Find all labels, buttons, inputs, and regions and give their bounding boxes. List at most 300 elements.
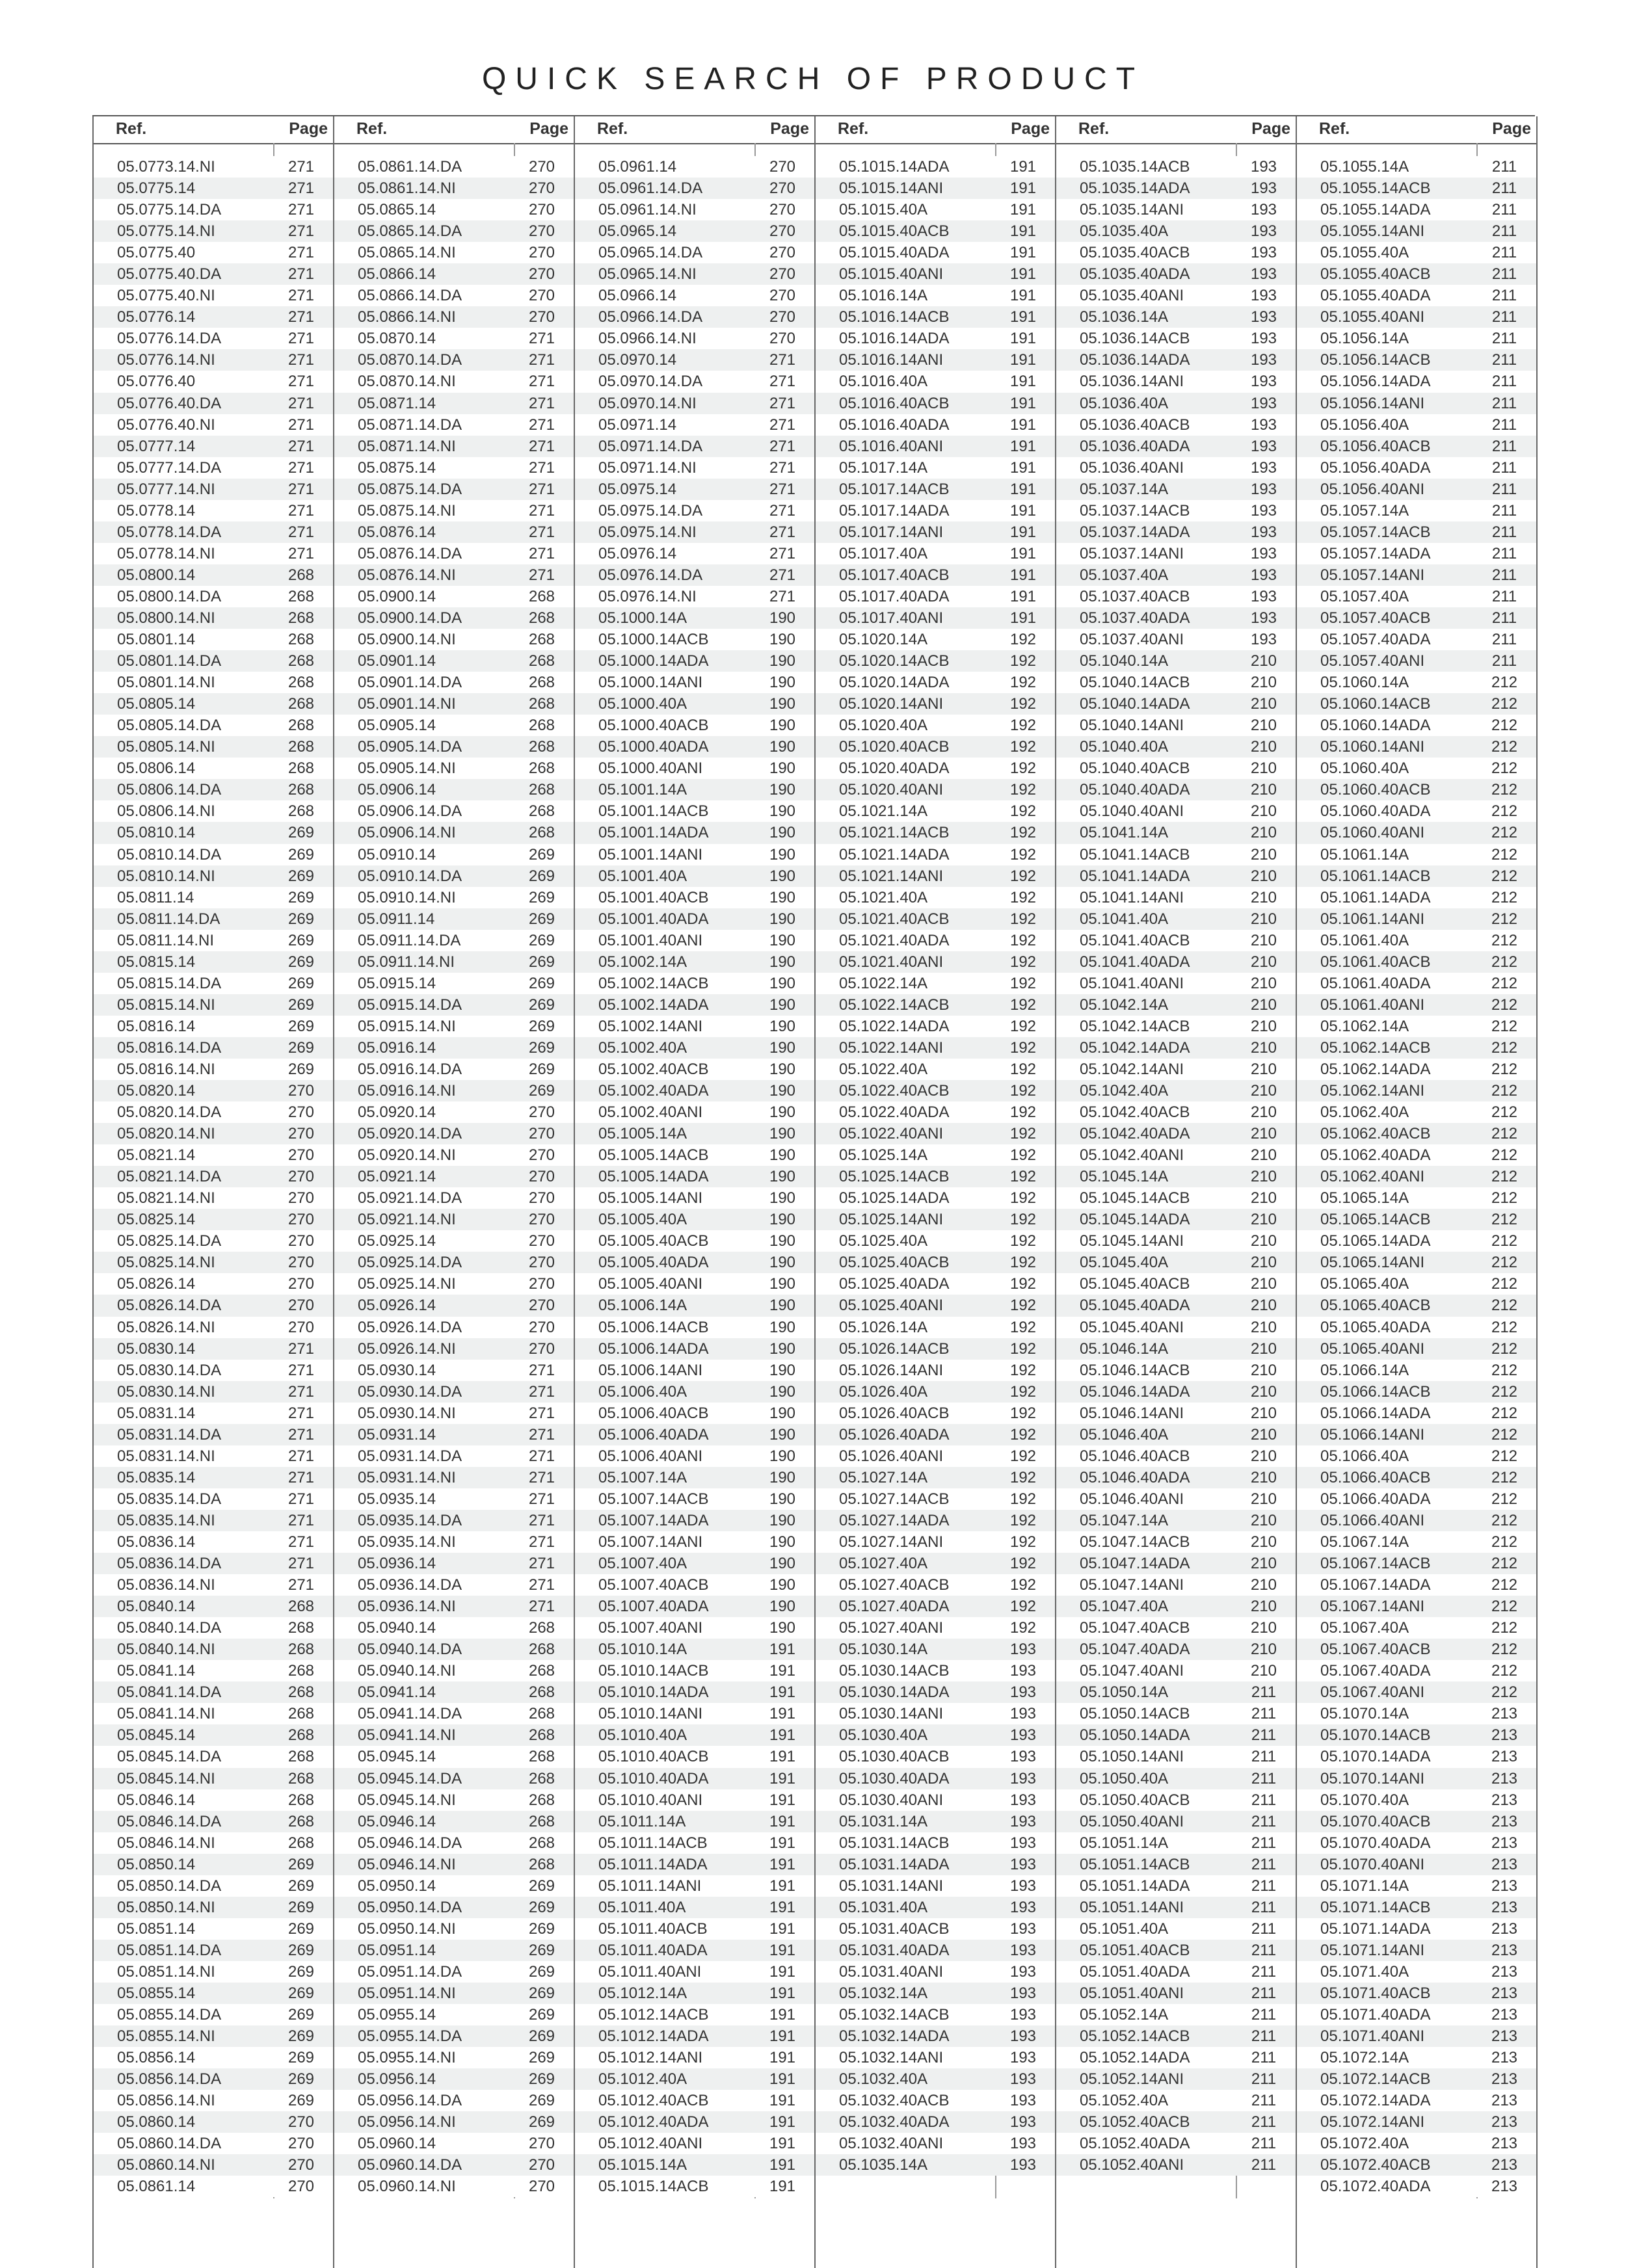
table-row (94, 2004, 333, 2025)
table-row (1297, 1681, 1536, 1703)
table-row (94, 414, 333, 436)
page-number: 192 (1009, 1082, 1037, 1100)
product-ref: 05.1057.40A (1320, 587, 1409, 605)
page-number: 210 (1250, 1425, 1277, 1444)
page-number: 213 (1491, 2156, 1518, 2174)
page-number: 271 (287, 179, 315, 198)
product-ref: 05.0775.40 (117, 244, 196, 262)
table-row (94, 1166, 333, 1187)
table-row (1297, 1897, 1536, 1918)
page-number: 193 (1250, 566, 1277, 584)
page-number: 191 (769, 1962, 796, 1981)
product-ref: 05.0945.14.NI (358, 1791, 456, 1809)
product-ref: 05.0821.14.NI (117, 1189, 215, 1207)
table-row (1297, 779, 1536, 800)
product-ref: 05.0830.14.NI (117, 1382, 215, 1401)
page-number: 190 (769, 1146, 796, 1165)
page-number: 210 (1250, 931, 1277, 949)
page-number: 211 (1251, 1962, 1277, 1981)
page-number: 193 (1009, 1855, 1037, 1873)
table-row (575, 1746, 814, 1767)
product-ref: 05.1021.14A (839, 802, 928, 821)
table-row (334, 328, 574, 349)
table-row (575, 1424, 814, 1445)
product-ref: 05.0846.14.DA (117, 1812, 222, 1830)
page-number: 211 (1491, 544, 1517, 562)
table-row (816, 1639, 1055, 1660)
page-number: 268 (287, 759, 315, 778)
product-ref: 05.1061.40ACB (1320, 953, 1431, 971)
row-list (1056, 156, 1296, 2176)
product-ref: 05.1020.14A (839, 631, 928, 649)
product-ref: 05.0926.14.DA (358, 1318, 462, 1336)
table-row (816, 1983, 1055, 2004)
product-ref: 05.0806.14.NI (117, 802, 215, 821)
page-number: 192 (1009, 1125, 1037, 1143)
page-number: 212 (1491, 974, 1518, 992)
table-row (816, 1230, 1055, 1252)
product-ref: 05.0856.14.NI (117, 2092, 215, 2110)
table-row (94, 1983, 333, 2004)
product-ref: 05.1066.40A (1320, 1447, 1409, 1465)
product-ref: 05.1052.40A (1080, 2092, 1169, 2110)
page-number: 271 (287, 308, 315, 326)
product-ref: 05.1072.14ANI (1320, 2113, 1425, 2131)
page-number: 211 (1251, 1941, 1277, 1959)
page-number: 192 (1009, 1189, 1037, 1207)
page-number: 269 (528, 2027, 555, 2046)
page-number: 268 (528, 1619, 555, 1637)
table-row (816, 1187, 1055, 1209)
table-row (1297, 220, 1536, 242)
page-number: 213 (1491, 1855, 1518, 1873)
page-number: 210 (1250, 1082, 1277, 1100)
product-ref: 05.1042.14ACB (1080, 1017, 1190, 1035)
product-ref: 05.0840.14.NI (117, 1641, 215, 1659)
table-row (334, 1187, 574, 1209)
page-number: 270 (528, 2135, 555, 2153)
product-ref: 05.1062.14A (1320, 1017, 1409, 1035)
product-ref: 05.0915.14.DA (358, 996, 462, 1014)
product-ref: 05.1015.14ADA (839, 158, 950, 176)
page-number: 268 (528, 1726, 555, 1745)
table-row (334, 779, 574, 800)
table-row (334, 1166, 574, 1187)
product-ref: 05.1012.40A (598, 2070, 687, 2089)
table-row (334, 457, 574, 479)
table-row (334, 930, 574, 951)
table-row (1056, 1897, 1296, 1918)
product-ref: 05.1035.40ANI (1080, 287, 1184, 305)
table-row (575, 1209, 814, 1230)
product-ref: 05.0850.14.NI (117, 1898, 215, 1916)
table-row (334, 586, 574, 607)
product-ref: 05.0920.14.NI (358, 1146, 456, 1165)
page-number: 213 (1491, 2178, 1518, 2196)
product-ref: 05.0778.14.DA (117, 523, 222, 541)
page-number: 191 (769, 2027, 796, 2046)
product-ref: 05.0951.14.NI (358, 1984, 456, 2002)
product-ref: 05.0955.14.NI (358, 2049, 456, 2067)
table-row (1056, 1080, 1296, 1101)
table-row (1056, 607, 1296, 629)
product-ref: 05.1010.14ANI (598, 1705, 703, 1723)
page-number: 191 (1009, 501, 1037, 520)
product-ref: 05.1027.14ADA (839, 1511, 950, 1529)
page-number: 191 (1009, 480, 1037, 498)
product-ref: 05.1030.14ACB (839, 1662, 950, 1680)
product-ref: 05.1066.14ADA (1320, 1404, 1431, 1422)
product-ref: 05.1065.40ANI (1320, 1339, 1425, 1358)
table-row (334, 844, 574, 865)
product-ref: 05.0861.14.NI (358, 179, 456, 198)
page-number: 271 (287, 330, 315, 348)
table-row (575, 1574, 814, 1596)
table-row (334, 564, 574, 586)
table-row (816, 2068, 1055, 2090)
product-ref: 05.0810.14.NI (117, 867, 215, 885)
product-ref: 05.1061.40ADA (1320, 974, 1431, 992)
product-ref: 05.0900.14 (358, 587, 436, 605)
column-header (575, 116, 814, 144)
product-ref: 05.1040.14ADA (1080, 695, 1190, 713)
product-ref: 05.0871.14.DA (358, 415, 462, 434)
page-number: 190 (769, 1468, 796, 1486)
page-number: 192 (1009, 1447, 1037, 1465)
column-header (816, 116, 1055, 144)
product-ref: 05.0810.14.DA (117, 845, 222, 864)
table-row (94, 1768, 333, 1789)
page-number: 192 (1009, 888, 1037, 906)
page-number: 210 (1250, 781, 1277, 799)
product-ref: 05.1050.40A (1080, 1769, 1169, 1787)
page-number: 269 (287, 974, 315, 992)
page-number: 270 (528, 2156, 555, 2174)
page-number: 210 (1250, 1275, 1277, 1293)
table-row (1297, 371, 1536, 392)
product-ref: 05.0906.14.DA (358, 802, 462, 821)
page-number: 270 (528, 1125, 555, 1143)
table-row (1297, 1059, 1536, 1080)
page-number: 270 (769, 265, 796, 284)
page-number: 191 (769, 1898, 796, 1916)
product-ref: 05.0776.14 (117, 308, 196, 326)
product-ref: 05.1056.40ACB (1320, 437, 1431, 455)
table-row (575, 1617, 814, 1639)
table-row (334, 1617, 574, 1639)
table-row (575, 1553, 814, 1574)
product-ref: 05.1066.40ADA (1320, 1490, 1431, 1508)
product-ref: 05.1037.40ACB (1080, 587, 1190, 605)
product-ref: 05.0840.14.DA (117, 1619, 222, 1637)
product-ref: 05.0830.14.DA (117, 1361, 222, 1379)
page-number: 211 (1251, 1748, 1277, 1766)
page-number: 268 (287, 802, 315, 821)
table-row (1297, 1317, 1536, 1338)
table-row (1297, 2004, 1536, 2025)
product-ref: 05.0960.14.NI (358, 2178, 456, 2196)
page-number: 268 (287, 1683, 315, 1702)
table-row (816, 220, 1055, 242)
page-number: 270 (528, 287, 555, 305)
table-row (816, 1123, 1055, 1144)
table-row (1297, 2090, 1536, 2111)
product-ref: 05.1001.14ANI (598, 845, 703, 864)
page-number: 268 (528, 802, 555, 821)
page-number: 268 (528, 609, 555, 627)
table-row (1056, 414, 1296, 436)
table-row (816, 1295, 1055, 1316)
page-number: 271 (528, 394, 555, 412)
table-row (334, 672, 574, 693)
page-number: 210 (1250, 996, 1277, 1014)
page-number: 212 (1491, 1511, 1518, 1529)
product-ref: 05.1065.14A (1320, 1189, 1409, 1207)
table-row (94, 1424, 333, 1445)
table-row (334, 1037, 574, 1059)
table-row (94, 1660, 333, 1681)
page-number: 270 (769, 330, 796, 348)
table-row (334, 1897, 574, 1918)
product-ref: 05.0820.14.NI (117, 1125, 215, 1143)
product-ref: 05.1072.14ACB (1320, 2070, 1431, 2089)
table-row (1056, 156, 1296, 178)
table-row (575, 242, 814, 263)
product-ref: 05.1055.14ANI (1320, 222, 1425, 241)
page-number: 269 (528, 867, 555, 885)
product-ref: 05.0811.14.NI (117, 931, 215, 949)
page-number: 193 (1250, 631, 1277, 649)
product-ref: 05.1061.14ADA (1320, 888, 1431, 906)
table-row (575, 2025, 814, 2047)
page-number: 211 (1491, 201, 1517, 219)
table-row (334, 887, 574, 908)
page-number: 212 (1491, 674, 1518, 692)
table-row (1297, 1940, 1536, 1961)
table-row (816, 521, 1055, 543)
page-number: 269 (287, 2092, 315, 2110)
table-row (1297, 393, 1536, 414)
page-number: 191 (769, 1641, 796, 1659)
product-ref: 05.1006.14ACB (598, 1318, 709, 1336)
table-row (816, 951, 1055, 973)
product-ref: 05.0836.14 (117, 1533, 196, 1551)
table-row (334, 1724, 574, 1746)
page-header: Page (1251, 120, 1290, 138)
product-ref: 05.1027.14A (839, 1468, 928, 1486)
table-row (816, 1273, 1055, 1295)
table-row (94, 1617, 333, 1639)
page-number: 212 (1491, 1490, 1518, 1508)
page-number: 193 (1250, 222, 1277, 241)
page-number: 271 (287, 523, 315, 541)
table-row (1056, 1037, 1296, 1059)
table-row (1056, 2004, 1296, 2025)
product-ref: 05.1056.14ADA (1320, 373, 1431, 391)
table-row (1056, 908, 1296, 930)
page-number: 271 (287, 1511, 315, 1529)
table-row (575, 736, 814, 758)
page-number: 210 (1250, 1232, 1277, 1250)
table-row (94, 758, 333, 779)
page-number: 210 (1250, 1511, 1277, 1529)
table-row (816, 1789, 1055, 1811)
page-number: 211 (1491, 480, 1517, 498)
product-ref: 05.1001.40ADA (598, 910, 709, 928)
product-ref: 05.0855.14.NI (117, 2027, 215, 2046)
product-ref: 05.1051.40ANI (1080, 1984, 1184, 2002)
product-ref: 05.1012.40ANI (598, 2135, 703, 2153)
page-number: 271 (528, 1598, 555, 1616)
page-number: 192 (1009, 867, 1037, 885)
table-row (816, 1553, 1055, 1574)
table-row (816, 736, 1055, 758)
product-ref: 05.1005.14A (598, 1125, 687, 1143)
product-ref: 05.1046.14A (1080, 1339, 1169, 1358)
product-ref: 05.1071.40ACB (1320, 1984, 1431, 2002)
page-number: 193 (1250, 523, 1277, 541)
table-row (575, 822, 814, 843)
product-ref: 05.1006.14ANI (598, 1361, 703, 1379)
page-number: 190 (769, 824, 796, 842)
page-number: 190 (769, 674, 796, 692)
product-ref: 05.0935.14 (358, 1490, 436, 1508)
table-row (816, 1832, 1055, 1854)
page-number: 210 (1250, 1146, 1277, 1165)
table-row (575, 715, 814, 736)
table-row (575, 564, 814, 586)
product-ref: 05.1051.14ADA (1080, 1877, 1190, 1895)
product-ref: 05.1020.40A (839, 717, 928, 735)
table-row (334, 436, 574, 457)
ref-header: Ref. (116, 120, 147, 138)
product-ref: 05.1060.14ADA (1320, 717, 1431, 735)
product-ref: 05.0860.14.DA (117, 2135, 222, 2153)
product-ref: 05.1017.14ACB (839, 480, 950, 498)
product-ref: 05.0865.14.DA (358, 222, 462, 241)
table-row (1056, 1403, 1296, 1424)
table-row (1297, 1403, 1536, 1424)
table-row (575, 1101, 814, 1123)
table-row (816, 1252, 1055, 1273)
table-row (816, 994, 1055, 1016)
table-row (334, 1209, 574, 1230)
page-number: 268 (528, 1641, 555, 1659)
product-ref: 05.1047.14ADA (1080, 1555, 1190, 1573)
page-number: 192 (1009, 1211, 1037, 1229)
product-ref: 05.1067.40ADA (1320, 1662, 1431, 1680)
product-ref: 05.0936.14 (358, 1555, 436, 1573)
table-row (575, 1252, 814, 1273)
product-ref: 05.1021.14ANI (839, 867, 944, 885)
page-number: 268 (287, 717, 315, 735)
page-number: 210 (1250, 1060, 1277, 1078)
page-number: 190 (769, 1555, 796, 1573)
table-row (94, 1381, 333, 1403)
page-number: 271 (287, 415, 315, 434)
product-ref: 05.1042.40ACB (1080, 1103, 1190, 1122)
product-ref: 05.1001.14A (598, 781, 687, 799)
page-number: 210 (1250, 1382, 1277, 1401)
page-number: 210 (1250, 1361, 1277, 1379)
page-number: 269 (528, 845, 555, 864)
table-row (575, 371, 814, 392)
table-row (575, 973, 814, 994)
page-number: 212 (1491, 1125, 1518, 1143)
table-row (575, 1832, 814, 1854)
table-row (575, 1467, 814, 1488)
page-number: 190 (769, 1339, 796, 1358)
page-number: 191 (769, 2156, 796, 2174)
table-row (1297, 457, 1536, 479)
page-number: 211 (1491, 566, 1517, 584)
table-row (1056, 1681, 1296, 1703)
page-number: 271 (287, 1447, 315, 1465)
table-row (94, 1961, 333, 1983)
page-number: 193 (1009, 1662, 1037, 1680)
product-ref: 05.1045.40ANI (1080, 1318, 1184, 1336)
table-row (816, 1875, 1055, 1897)
table-row (1056, 1187, 1296, 1209)
table-row (1297, 2111, 1536, 2133)
product-ref: 05.1032.40A (839, 2070, 928, 2089)
page-number: 212 (1491, 1275, 1518, 1293)
page-number: 212 (1491, 759, 1518, 778)
product-ref: 05.1012.40ACB (598, 2092, 709, 2110)
table-row (1297, 607, 1536, 629)
page-number: 192 (1009, 974, 1037, 992)
page-number: 193 (1009, 2092, 1037, 2110)
page-number: 271 (769, 394, 796, 412)
table-row (1297, 2068, 1536, 2090)
page-number: 270 (528, 1232, 555, 1250)
table-row (1297, 715, 1536, 736)
page-number: 190 (769, 1082, 796, 1100)
page-number: 271 (769, 437, 796, 455)
page-number: 271 (528, 437, 555, 455)
page-number: 268 (287, 781, 315, 799)
table-row (94, 779, 333, 800)
page-number: 211 (1251, 1919, 1277, 1938)
product-ref: 05.0855.14.DA (117, 2006, 222, 2024)
page-number: 213 (1491, 1748, 1518, 1766)
table-row (816, 1338, 1055, 1360)
table-row (1056, 586, 1296, 607)
table-row (816, 436, 1055, 457)
table-row (1297, 951, 1536, 973)
product-ref: 05.0955.14.DA (358, 2027, 462, 2046)
product-ref: 05.1062.14ACB (1320, 1038, 1431, 1057)
table-row (1056, 242, 1296, 263)
product-ref: 05.1036.14ANI (1080, 373, 1184, 391)
product-ref: 05.0870.14.DA (358, 351, 462, 369)
page-number: 270 (528, 1211, 555, 1229)
table-row (1056, 629, 1296, 650)
page-number: 271 (528, 1425, 555, 1444)
page-number: 271 (528, 1555, 555, 1573)
page-number: 269 (528, 996, 555, 1014)
table-row (575, 2047, 814, 2068)
table-row (1056, 1746, 1296, 1767)
page-number: 211 (1491, 631, 1517, 649)
product-ref: 05.1010.40ACB (598, 1748, 709, 1766)
page-number: 210 (1250, 824, 1277, 842)
table-row (94, 800, 333, 822)
product-ref: 05.0966.14 (598, 287, 677, 305)
table-row (1297, 1918, 1536, 1940)
product-ref: 05.1016.40ANI (839, 437, 944, 455)
product-ref: 05.0800.14 (117, 566, 196, 584)
